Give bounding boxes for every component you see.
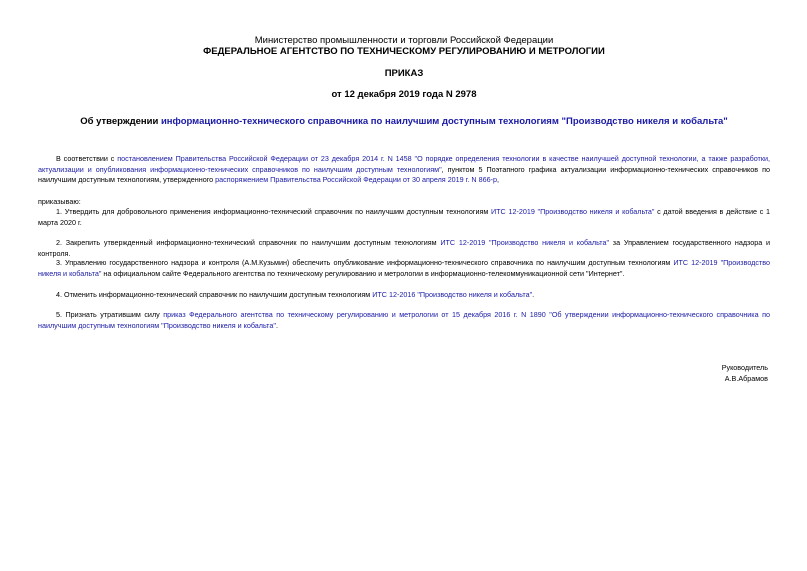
ministry-heading: Министерство промышленности и торговли Российской Федерации [254,35,554,46]
item-4-link[interactable]: ИТС 12-2016 "Производство никеля и кобальта" [372,290,533,299]
agency-heading: ФЕДЕРАЛЬНОЕ АГЕНТСТВО ПО ТЕХНИЧЕСКОМУ РЕГУЛИРОВАНИЮ И МЕТРОЛОГИИ [203,46,605,57]
preamble-text-2: , пунктом 5 Поэтапного графика актуализации информационно-технических справочников по наилучшим доступным технологиям, утвержденного [38,164,770,184]
government-order-link[interactable]: распоряжением Правительства Российской Федерации от 30 апреля 2019 г. N 866-р [215,175,497,184]
item-5 [38,310,770,331]
government-decree-link[interactable]: постановлением Правительства Российской Федерации от 23 декабря 2014 г. N 1458 "О порядке определения технологии в качестве наилучшей доступной технологии, а также разработки, актуализации и опубликования информационно-технических справочников по наилучшим доступным технологиям" [38,154,770,174]
order-word: приказываю: [38,197,81,206]
item-3-text: 3. Управлению государственного надзора и контроля (А.М.Кузьмин) обеспечить опубликование информационно-технического справочника по наилучшим доступным технологиям [56,258,674,267]
item-2-link[interactable]: ИТС 12-2019 "Производство никеля и кобальта" [440,238,610,247]
title-link[interactable]: информационно-технического справочника по наилучшим доступным технологиям "Производство никеля и кобальта" [160,116,728,127]
document-title [38,116,770,127]
item-1-text: 1. Утвердить для добровольного применения информационно-технический справочник по наилучшим доступным технологиям [56,207,491,216]
item-2-text-end: за Управлением государственного надзора и контроля. [38,238,770,258]
item-1-text-end: с датой введения в действие с 1 марта 2020 г. [38,207,770,227]
item-3-link[interactable]: ИТС 12-2019 "Производство никеля и кобальта" [38,258,770,278]
item-4-text-end: . [532,290,535,299]
item-5-link[interactable]: приказ Федерального агентства по техническому регулированию и метрологии от 15 декабря 2016 г. N 1890 "Об утверждении информационно-технического справочника по наилучшим доступным технологиям "Производство никеля и кобальта" [38,310,770,330]
item-2 [38,238,770,259]
title-prefix: Об утверждении [80,116,161,127]
preamble-paragraph [38,154,770,186]
item-2-text: 2. Закрепить утвержденный информационно-технический справочник по наилучшим доступным технологиям [56,238,441,247]
item-5-text: 5. Признать утратившим силу [56,310,164,319]
document-page [38,0,770,571]
item-1 [38,207,770,228]
doc-type-heading: ПРИКАЗ [384,68,424,79]
item-4 [38,290,770,301]
item-3 [38,258,770,279]
signatory-role: Руководитель [721,363,768,372]
item-4-text: 4. Отменить информационно-технический справочник по наилучшим доступным технологиям [56,290,373,299]
item-3-text-end: на официальном сайте Федерального агентства по техническому регулированию и метрологии в информационно-телекоммуникационной сети "Интернет". [101,268,625,278]
item-5-text-end: . [275,320,278,330]
item-1-link[interactable]: ИТС 12-2019 "Производство никеля и кобальта" [491,207,655,216]
doc-date: от 12 декабря 2019 года N 2978 [331,89,477,100]
preamble-text-3: , [496,175,499,184]
signatory-name: А.В.Абрамов [724,374,768,383]
preamble-text-1: В соответствии с [56,154,118,163]
